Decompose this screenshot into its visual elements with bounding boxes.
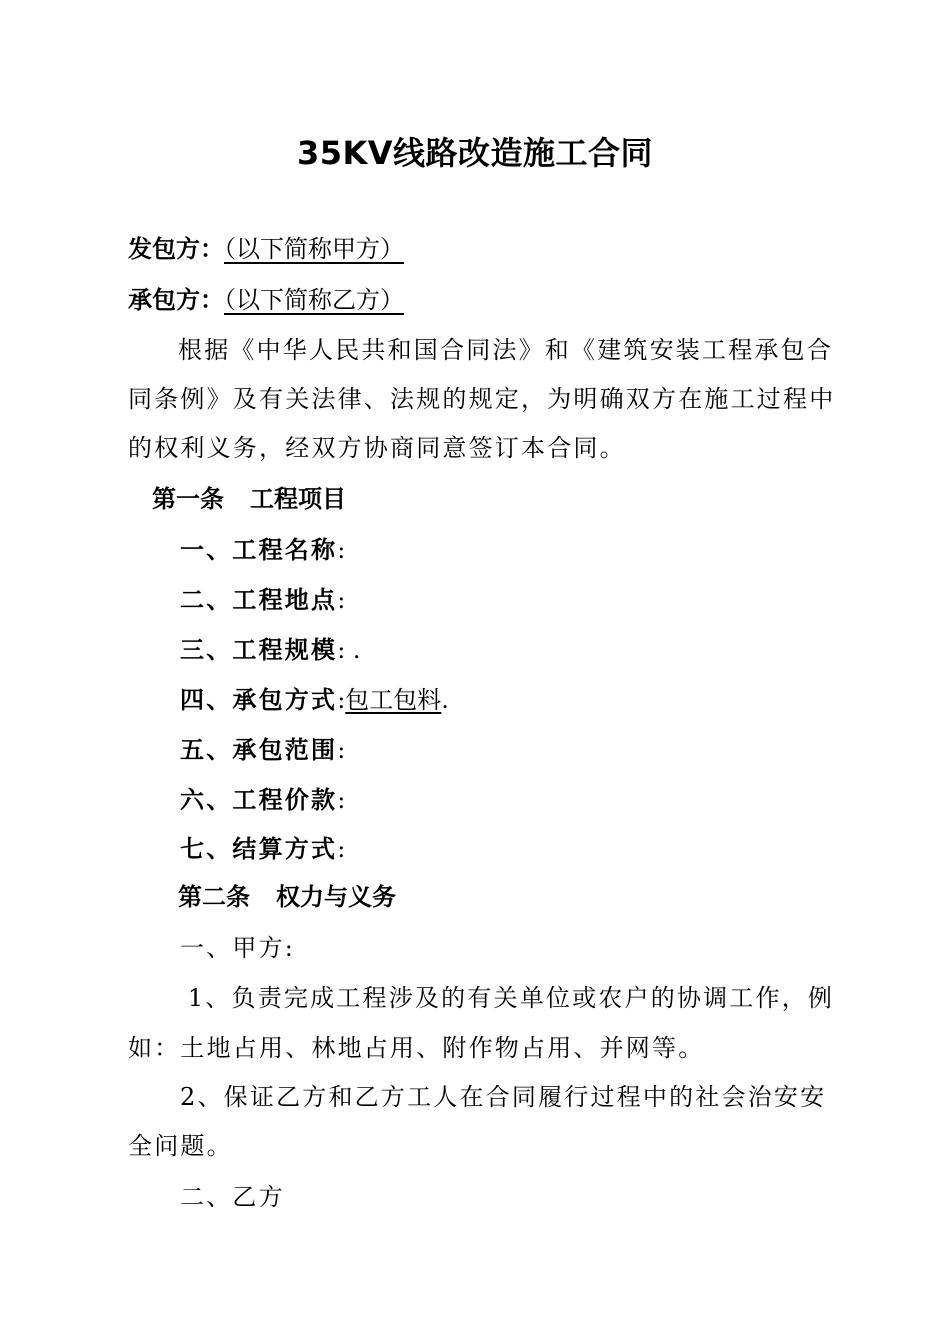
employer-value: （以下简称甲方） xyxy=(224,235,404,263)
item-label: 七、结算方式 xyxy=(180,835,338,863)
contractor-label: 承包方： xyxy=(128,286,224,314)
item-label: 三、工程规模 xyxy=(180,636,338,664)
article-1-item xyxy=(180,635,361,665)
employer-row xyxy=(128,234,418,264)
article-1-item xyxy=(180,685,449,715)
party-a-heading: 一、甲方: xyxy=(180,934,296,962)
item-label: 二、工程地点 xyxy=(180,586,338,614)
article-1-item xyxy=(180,785,345,815)
item-sep: : xyxy=(337,835,346,863)
contractor-value: （以下简称乙方） xyxy=(224,286,404,314)
party-a-item-2-line-2: 全问题。 xyxy=(128,1132,233,1160)
item-label: 四、承包方式 xyxy=(180,686,338,714)
contractor-row xyxy=(128,285,418,315)
party-a-item-1-line-1: 1、负责完成工程涉及的有关单位或农户的协调工作，例 xyxy=(178,984,835,1012)
party-a-item-2-line-1: 2、保证乙方和乙方工人在合同履行过程中的社会治安安 xyxy=(180,1083,827,1111)
item-sep: : xyxy=(337,536,346,564)
article-2-heading xyxy=(178,882,396,912)
item-label: 五、承包范围 xyxy=(180,736,338,764)
article-1-number: 第一条 xyxy=(152,485,224,513)
preamble-line-1: 根据《中华人民共和国合同法》和《建筑安装工程承包合 xyxy=(178,336,833,364)
item-suffix: . xyxy=(441,686,449,714)
article-1-item xyxy=(180,585,345,615)
item-sep: : xyxy=(337,786,346,814)
item-label: 一、工程名称 xyxy=(180,536,338,564)
article-1-item xyxy=(180,735,345,765)
item-value: 包工包料 xyxy=(345,686,442,714)
preamble-line-2: 同条例》及有关法律、法规的规定，为明确双方在施工过程中 xyxy=(128,385,836,413)
party-b-heading: 二、乙方 xyxy=(180,1183,285,1211)
article-1-item xyxy=(180,535,345,565)
document-title: 35KV线路改造施工合同 xyxy=(296,134,654,172)
item-value: . xyxy=(345,636,361,664)
article-1-item xyxy=(180,834,345,864)
article-1-title: 工程项目 xyxy=(250,485,346,513)
preamble-line-3: 的权利义务，经双方协商同意签订本合同。 xyxy=(128,434,626,462)
item-sep: : xyxy=(337,736,346,764)
party-a-item-1-line-2: 如：土地占用、林地占用、附作物占用、并网等。 xyxy=(128,1034,705,1062)
item-sep: : xyxy=(337,686,346,714)
item-sep: : xyxy=(337,636,346,664)
article-1-heading xyxy=(152,484,346,514)
item-sep: : xyxy=(337,586,346,614)
item-label: 六、工程价款 xyxy=(180,786,338,814)
article-2-title: 权力与义务 xyxy=(276,883,396,911)
article-2-number: 第二条 xyxy=(178,883,250,911)
employer-label: 发包方： xyxy=(128,235,224,263)
